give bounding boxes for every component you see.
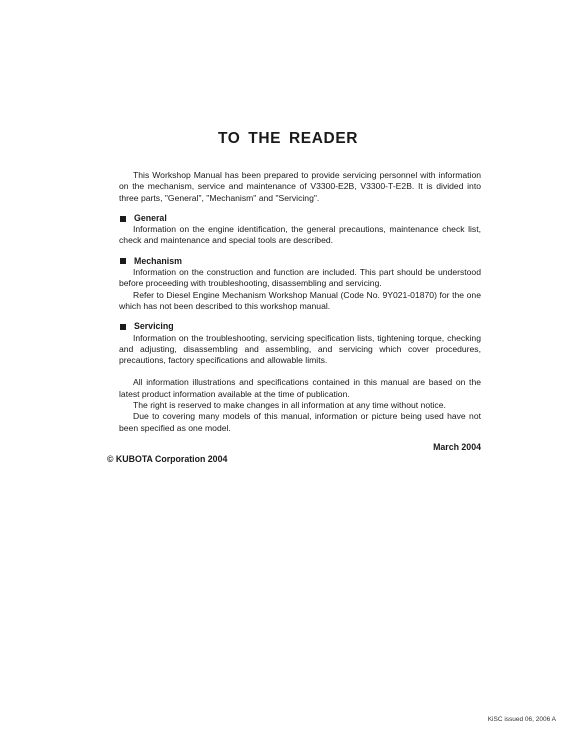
square-bullet-icon — [120, 258, 126, 264]
publication-date: March 2004 — [433, 441, 481, 452]
section-heading-general — [119, 213, 481, 224]
square-bullet-icon — [120, 324, 126, 330]
section-servicing — [119, 321, 481, 366]
section-paragraph: Information on the construction and function are included. This part should be understood before proceeding with troubleshooting, disassembling and servicing. — [119, 267, 481, 289]
section-paragraph: Information on the troubleshooting, servicing specification lists, tightening torque, checking and adjusting, disassembling and assembling, and servicing which cover procedures, precautions, factory specifications and allowable limits. — [119, 332, 481, 366]
section-heading-label: General — [134, 212, 167, 223]
square-bullet-icon — [120, 216, 126, 222]
section-heading-label: Mechanism — [134, 255, 182, 266]
section-mechanism — [119, 256, 481, 312]
section-heading-label: Servicing — [134, 321, 174, 332]
section-paragraph: Refer to Diesel Engine Mechanism Workshop Manual (Code No. 9Y021-01870) for the one which has not been described to this workshop manual. — [119, 289, 481, 311]
section-paragraph: Information on the engine identification, the general precautions, maintenance check list, check and maintenance and special tools are described. — [119, 224, 481, 246]
document-body — [107, 170, 481, 466]
issue-stamp: KiSC issued 06, 2006 A — [487, 716, 556, 723]
intro-paragraph: This Workshop Manual has been prepared to provide servicing personnel with information on the mechanism, service and maintenance of V3300-E2B, V3300-T-E2B. It is divided into three parts, "General", "Mechanism" and "Servicing". — [119, 170, 481, 203]
notes-block — [119, 377, 481, 433]
copyright-notice: © KUBOTA Corporation 2004 — [107, 454, 228, 465]
page-title: TO THE READER — [217, 130, 359, 147]
section-heading-servicing — [119, 321, 481, 332]
section-body-servicing — [119, 333, 481, 367]
section-body-general — [119, 224, 481, 247]
note-paragraph: The right is reserved to make changes in all information at any time without notice. — [133, 400, 446, 411]
note-paragraph: All information illustrations and specifications contained in this manual are based on the latest product information available at the time of publication. — [119, 377, 481, 399]
note-paragraph: Due to covering many models of this manual, information or picture being used have not been specified as one model. — [119, 411, 481, 433]
section-general — [119, 213, 481, 247]
section-body-mechanism — [119, 267, 481, 312]
section-heading-mechanism — [119, 256, 481, 267]
